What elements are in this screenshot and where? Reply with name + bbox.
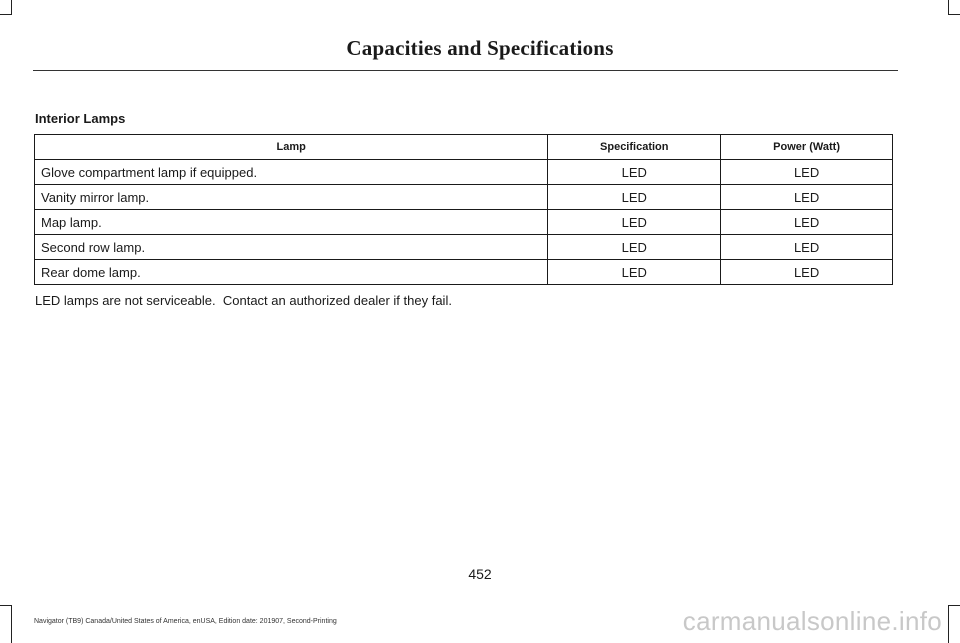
table-row	[35, 185, 893, 210]
lamp-cell: Second row lamp.	[35, 235, 548, 260]
interior-lamps-table	[34, 134, 893, 285]
power-cell: LED	[721, 160, 893, 185]
table-row	[35, 210, 893, 235]
specification-cell: LED	[548, 160, 721, 185]
page-title: Capacities and Specifications	[346, 36, 614, 60]
lamp-cell: Glove compartment lamp if equipped.	[35, 160, 548, 185]
power-cell: LED	[721, 260, 893, 285]
crop-mark-top-left-horizontal	[0, 14, 12, 15]
power-cell: LED	[721, 185, 893, 210]
crop-mark-bottom-right-vertical	[948, 606, 949, 643]
watermark: carmanualsonline.info	[682, 606, 942, 636]
table-row	[35, 160, 893, 185]
crop-mark-top-right-horizontal	[948, 14, 960, 15]
title-divider	[33, 70, 898, 71]
lamp-cell: Vanity mirror lamp.	[35, 185, 548, 210]
power-cell: LED	[721, 235, 893, 260]
table-header-row	[35, 135, 893, 160]
power-cell: LED	[721, 210, 893, 235]
specification-cell: LED	[548, 260, 721, 285]
page-number: 452	[468, 566, 492, 582]
table-row	[35, 235, 893, 260]
crop-mark-top-right-vertical	[948, 0, 949, 14]
crop-mark-bottom-left-horizontal	[0, 605, 12, 606]
lamp-cell: Rear dome lamp.	[35, 260, 548, 285]
specification-cell: LED	[548, 185, 721, 210]
edition-footer: Navigator (TB9) Canada/United States of America, enUSA, Edition date: 201907, Second-Printing	[34, 618, 337, 625]
table-row	[35, 260, 893, 285]
specification-cell: LED	[548, 235, 721, 260]
section-heading: Interior Lamps	[35, 111, 126, 126]
service-note: LED lamps are not serviceable. Contact an authorized dealer if they fail.	[35, 293, 452, 308]
specification-cell: LED	[548, 210, 721, 235]
lamp-cell: Map lamp.	[35, 210, 548, 235]
crop-mark-bottom-right-horizontal	[948, 605, 960, 606]
crop-mark-top-left-vertical	[11, 0, 12, 14]
column-header-lamp: Lamp	[35, 135, 548, 160]
crop-mark-bottom-left-vertical	[11, 606, 12, 643]
column-header-power: Power (Watt)	[721, 135, 893, 160]
column-header-specification: Specification	[548, 135, 721, 160]
